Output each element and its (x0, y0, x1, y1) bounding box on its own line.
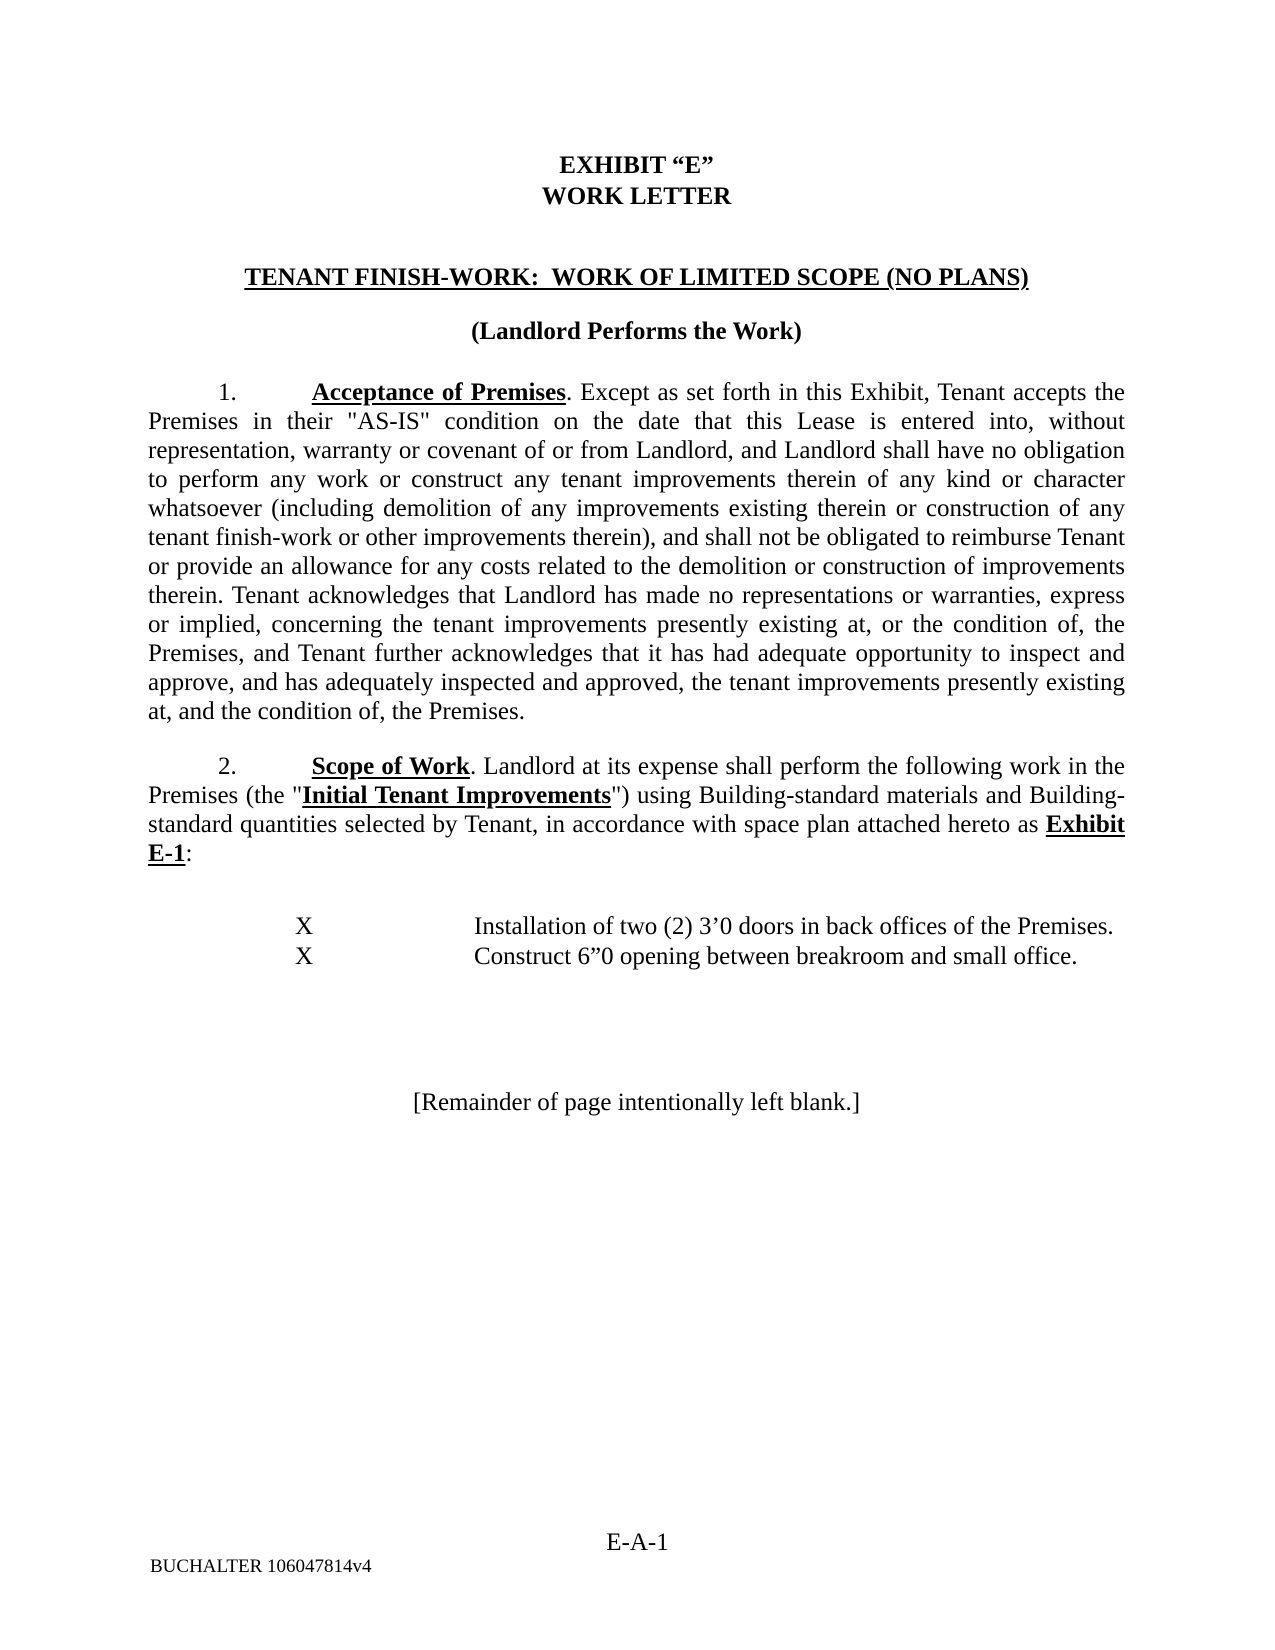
document-heading (148, 263, 1125, 293)
section-number: 1. (218, 379, 237, 406)
document-heading-text: TENANT FINISH-WORK: WORK OF LIMITED SCOPE (NO PLANS) (244, 264, 1029, 291)
section-body-text: . Except as set forth in this Exhibit, Tenant accepts the Premises in their "AS-IS" condition on the date that this Lease is entered into, without representation, warranty or covenant of or from Landlord, and Landlord shall have no obligation to perform any work or construct any tenant improvements therein of any kind or character whatsoever (including demolition of any improvements existing therein or construction of any tenant finish-work or other improvements therein), and shall not be obligated to reimburse Tenant or provide an allowance for any costs related to the demolition or construction of improvements therein. Tenant acknowledges that Landlord has made no representations or warranties, express or implied, concerning the tenant improvements presently existing at, or the condition of, the Premises, and Tenant further acknowledges that it has had adequate opportunity to inspect and approve, and has adequately inspected and approved, the tenant improvements presently existing at, and the condition of, the Premises. (148, 379, 1125, 725)
work-item (148, 912, 1125, 942)
section-body-text: : (185, 840, 193, 867)
exhibit-reference: Exhibit E-1 (148, 811, 1125, 867)
work-item-marker: X (295, 913, 314, 940)
section-title: Acceptance of Premises (311, 379, 566, 406)
page-number: E-A-1 (606, 1529, 669, 1556)
document-content (148, 0, 1125, 1118)
section-scope-of-work (148, 752, 1125, 868)
work-letter-title: WORK LETTER (541, 183, 732, 210)
work-item-list (148, 912, 1125, 972)
remainder-note: [Remainder of page intentionally left blank.] (412, 1089, 861, 1116)
document-subheading: (Landlord Performs the Work) (471, 318, 802, 345)
section-number: 2. (218, 753, 237, 780)
exhibit-title: EXHIBIT “E” (559, 152, 714, 179)
section-acceptance-of-premises (148, 378, 1125, 726)
section-body-text: ") using Building-standard materials and Building-standard quantities selected by Tenant, in accordance with space plan attached hereto as (148, 782, 1126, 838)
work-item-marker: X (295, 943, 314, 970)
document-header (148, 150, 1125, 212)
section-body-text: . Landlord at its expense shall perform the following work in the Premises (the " (148, 753, 1125, 809)
defined-term: Initial Tenant Improvements (302, 782, 612, 809)
document-id: BUCHALTER 106047814v4 (150, 1556, 372, 1577)
work-item-text: Construct 6”0 opening between breakroom and small office. (474, 943, 1078, 970)
section-title: Scope of Work (311, 753, 470, 780)
work-item (148, 942, 1125, 972)
work-item-text: Installation of two (2) 3’0 doors in back offices of the Premises. (474, 913, 1114, 940)
